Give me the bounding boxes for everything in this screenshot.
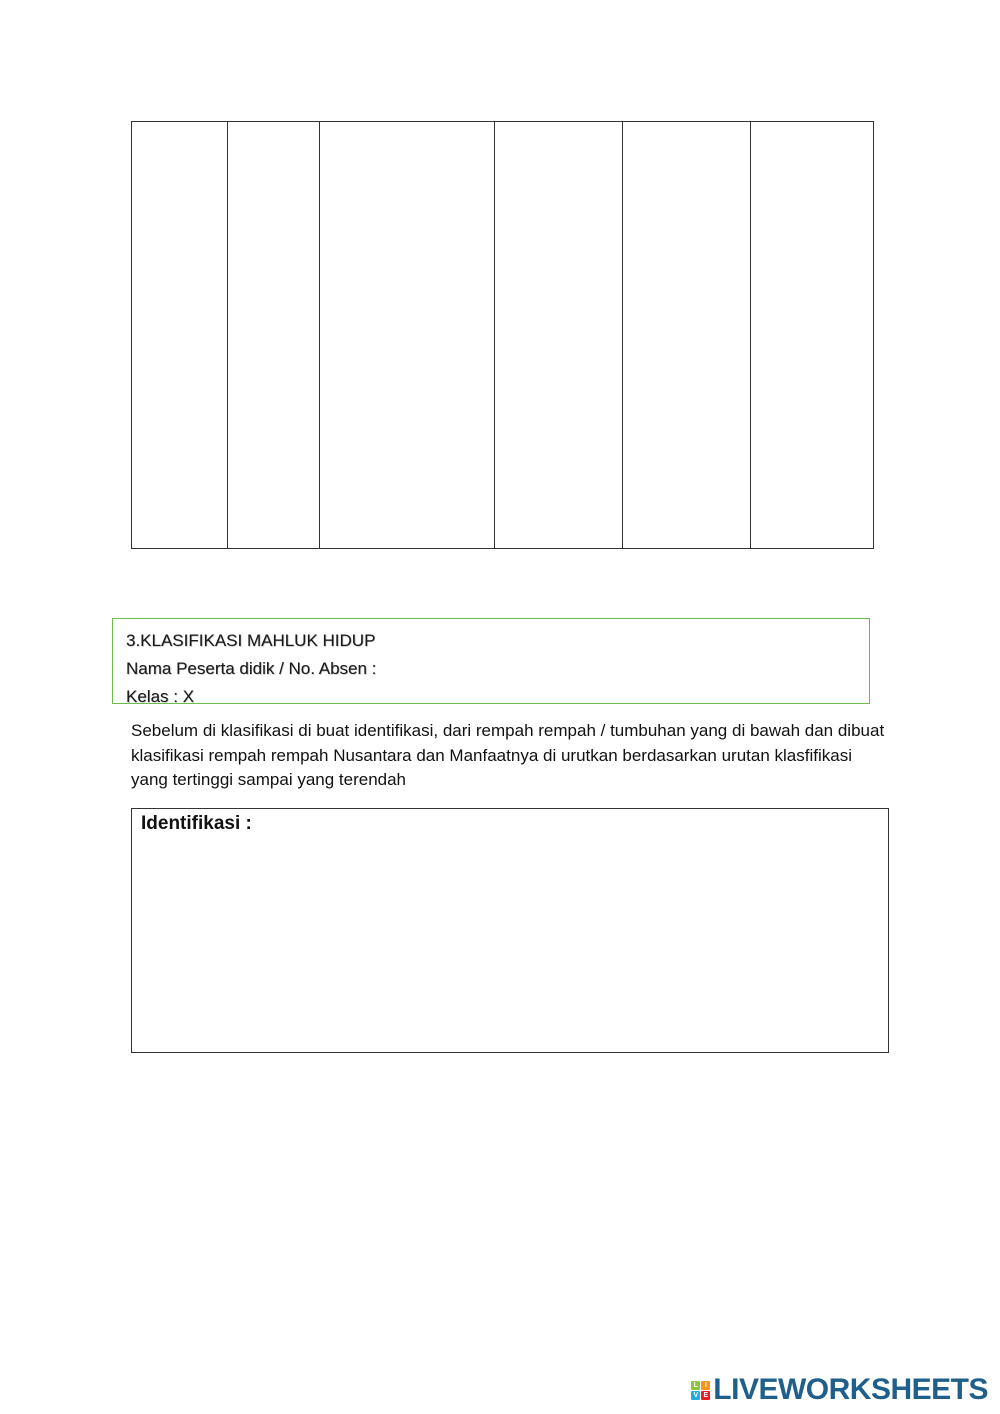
table-cell-1 xyxy=(132,122,228,549)
table-cell-2 xyxy=(228,122,320,549)
table-cell-5 xyxy=(623,122,751,549)
identification-label: Identifikasi : xyxy=(141,813,252,834)
liveworksheets-logo xyxy=(691,1374,988,1406)
logo-letter-v: V xyxy=(691,1391,700,1400)
logo-letter-l: L xyxy=(691,1381,700,1390)
logo-text: LIVEWORKSHEETS xyxy=(713,1373,988,1406)
identification-box xyxy=(131,808,889,1053)
class-line: Kelas : X xyxy=(126,687,195,704)
logo-letter-i: I xyxy=(701,1381,710,1390)
section-title: 3.KLASIFIKASI MAHLUK HIDUP xyxy=(126,631,376,650)
table-row xyxy=(132,122,874,549)
logo-mark-icon xyxy=(691,1381,710,1400)
table-cell-3 xyxy=(320,122,495,549)
logo-letter-e: E xyxy=(701,1391,710,1400)
instructions-paragraph: Sebelum di klasifikasi di buat identifikasi, dari rempah rempah / tumbuhan yang di bawah dan dibuat klasifikasi rempah rempah Nusantara dan Manfaatnya di urutkan berdasarkan urutan klasfifikasi yang tertinggi sampai yang terendah xyxy=(131,721,885,789)
empty-answer-table xyxy=(131,121,874,549)
student-name-line: Nama Peserta didik / No. Absen : xyxy=(126,659,377,678)
section-header-box xyxy=(112,618,870,704)
identification-answer-area[interactable] xyxy=(141,843,879,1033)
table-cell-6 xyxy=(751,122,874,549)
table-cell-4 xyxy=(495,122,623,549)
